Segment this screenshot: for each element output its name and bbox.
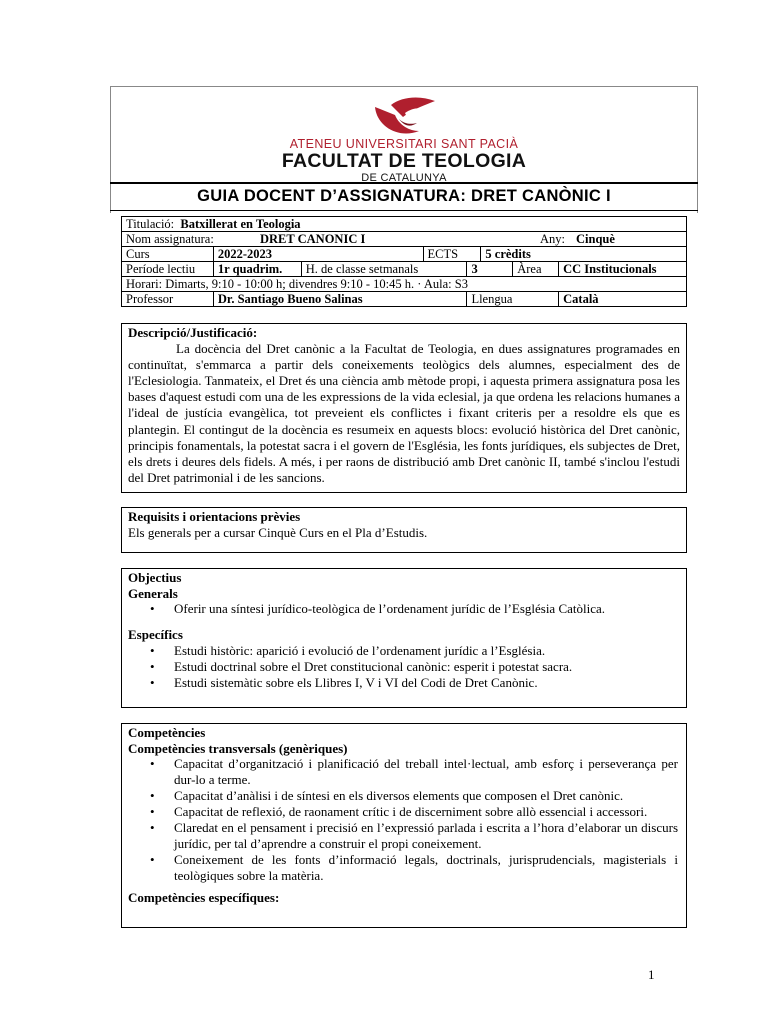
faculty-name: FACULTAT DE TEOLOGIA xyxy=(281,150,527,172)
list-item: • Estudi sistemàtic sobre els Llibres I, V i VI del Codi de Dret Canònic. xyxy=(174,675,680,691)
professor-label: Professor xyxy=(122,292,214,307)
descripcio-text: La docència del Dret canònic a la Facultat de Teologia, en dues assignatures programades en continuïtat, s'emmarca a partir dels coneixements teològics dels alumnes, especialment des de l'Eclesiologia. Tanmateix, el Dret és una ciència amb mètode propi, i aquesta primera assignatura posa les bases d'aquest estudi com una de les expressions de la vida eclesial, ja que ordena les relacions humanes a l'ideal de justícia evangèlica, tot preveient els conflictes i fixant criteris per a resoldre els que es plantegin. El contingut de la docència es resumeix en aquests blocs: evolució històrica del Dret canònic, principis fonamentals, la potestat sacra i el govern de l'Església, les fonts jurídiques, els subjectes de Dret, els drets i deures dels fidels. A més, i per raons de distribució amb Dret canònic II, també s'inclou l'estudi del Dret patrimonial i de les sancions. xyxy=(128,340,680,486)
list-item: • Oferir una síntesi jurídico-teològica de l’ordenament jurídic de l’Església Catòlica. xyxy=(174,601,680,617)
guide-title: GUIA DOCENT D’ASSIGNATURA: DRET CANÒNIC I xyxy=(110,182,698,211)
objectius-especifics-list xyxy=(128,643,680,691)
curs-value: 2022-2023 xyxy=(213,247,423,262)
list-item: • Estudi històric: aparició i evolució de l’ordenament jurídic a l’Església. xyxy=(174,643,680,659)
competencies-title: Competències xyxy=(128,725,206,740)
hores-value: 3 xyxy=(467,262,513,277)
list-item: • Estudi doctrinal sobre el Dret constitucional canònic: esperit i potestat sacra. xyxy=(174,659,680,675)
requisits-text: Els generals per a cursar Cinquè Curs en el Pla d’Estudis. xyxy=(128,524,428,540)
list-item: • Capacitat de reflexió, de raonament crític i de discerniment sobre allò essencial i accessori. xyxy=(174,804,678,820)
nom-value: DRET CANONIC I xyxy=(260,231,366,246)
row-professor xyxy=(122,292,687,307)
course-info-table xyxy=(121,216,687,307)
faculty-logo-icon xyxy=(369,93,441,137)
page-number: 1 xyxy=(648,967,655,982)
nom-label: Nom assignatura: xyxy=(126,231,214,246)
ects-label: ECTS xyxy=(423,247,481,262)
periode-label: Període lectiu xyxy=(122,262,214,277)
descripcio-title: Descripció/Justificació: xyxy=(128,325,258,340)
curs-label: Curs xyxy=(122,247,214,262)
any-value: Cinquè xyxy=(576,231,615,246)
list-item: • Claredat en el pensament i precisió en l’expressió parlada i escrita a l’hora d’elaborar un discurs jurídic, per tal d’aprendre a construir el propi coneixement. xyxy=(174,820,678,852)
faculty-region: DE CATALUNYA xyxy=(361,172,447,184)
objectius-title: Objectius xyxy=(128,570,182,585)
row-curs xyxy=(122,247,687,262)
objectius-especifics-title: Específics xyxy=(128,627,183,642)
institution-name: ATENEU UNIVERSITARI SANT PACIÀ xyxy=(289,137,519,151)
requisits-section xyxy=(121,507,687,553)
ects-value: 5 crèdits xyxy=(481,247,687,262)
any-label: Any: xyxy=(540,231,565,246)
titulacio-value: Batxillerat en Teologia xyxy=(180,216,301,231)
titulacio-label: Titulació: xyxy=(126,216,175,231)
horari-text: Horari: Dimarts, 9:10 - 10:00 h; divendres 9:10 - 10:45 h. · Aula: S3 xyxy=(122,277,687,292)
objectius-section xyxy=(121,568,687,708)
list-item: • Capacitat d’organització i planificació del treball intel·lectual, amb esforç i perseverança per dur-lo a terme. xyxy=(174,756,678,788)
competencies-transversals-list xyxy=(128,756,680,884)
competencies-especifiques-title: Competències específiques: xyxy=(128,890,280,905)
descripcio-section xyxy=(121,323,687,493)
llengua-label: Llengua xyxy=(467,292,559,307)
row-nom-assignatura xyxy=(122,232,687,247)
competencies-section xyxy=(121,723,687,928)
hores-label: H. de classe setmanals xyxy=(301,262,467,277)
competencies-transversals-title: Competències transversals (genèriques) xyxy=(128,740,348,756)
row-titulacio xyxy=(122,217,687,232)
professor-value: Dr. Santiago Bueno Salinas xyxy=(213,292,467,307)
objectius-generals-list xyxy=(128,601,680,617)
objectius-generals-title: Generals xyxy=(128,585,178,601)
periode-value: 1r quadrim. xyxy=(213,262,301,277)
row-horari xyxy=(122,277,687,292)
row-periode xyxy=(122,262,687,277)
area-value: CC Institucionals xyxy=(559,262,687,277)
area-label: Àrea xyxy=(513,262,559,277)
requisits-title: Requisits i orientacions prèvies xyxy=(128,509,301,524)
list-item: • Capacitat d’anàlisi i de síntesi en els diversos elements que composen el Dret canònic. xyxy=(174,788,678,804)
list-item: • Coneixement de les fonts d’informació legals, doctrinals, jurisprudencials, magisterials i teològiques sobre la matèria. xyxy=(174,852,678,884)
llengua-value: Català xyxy=(559,292,687,307)
